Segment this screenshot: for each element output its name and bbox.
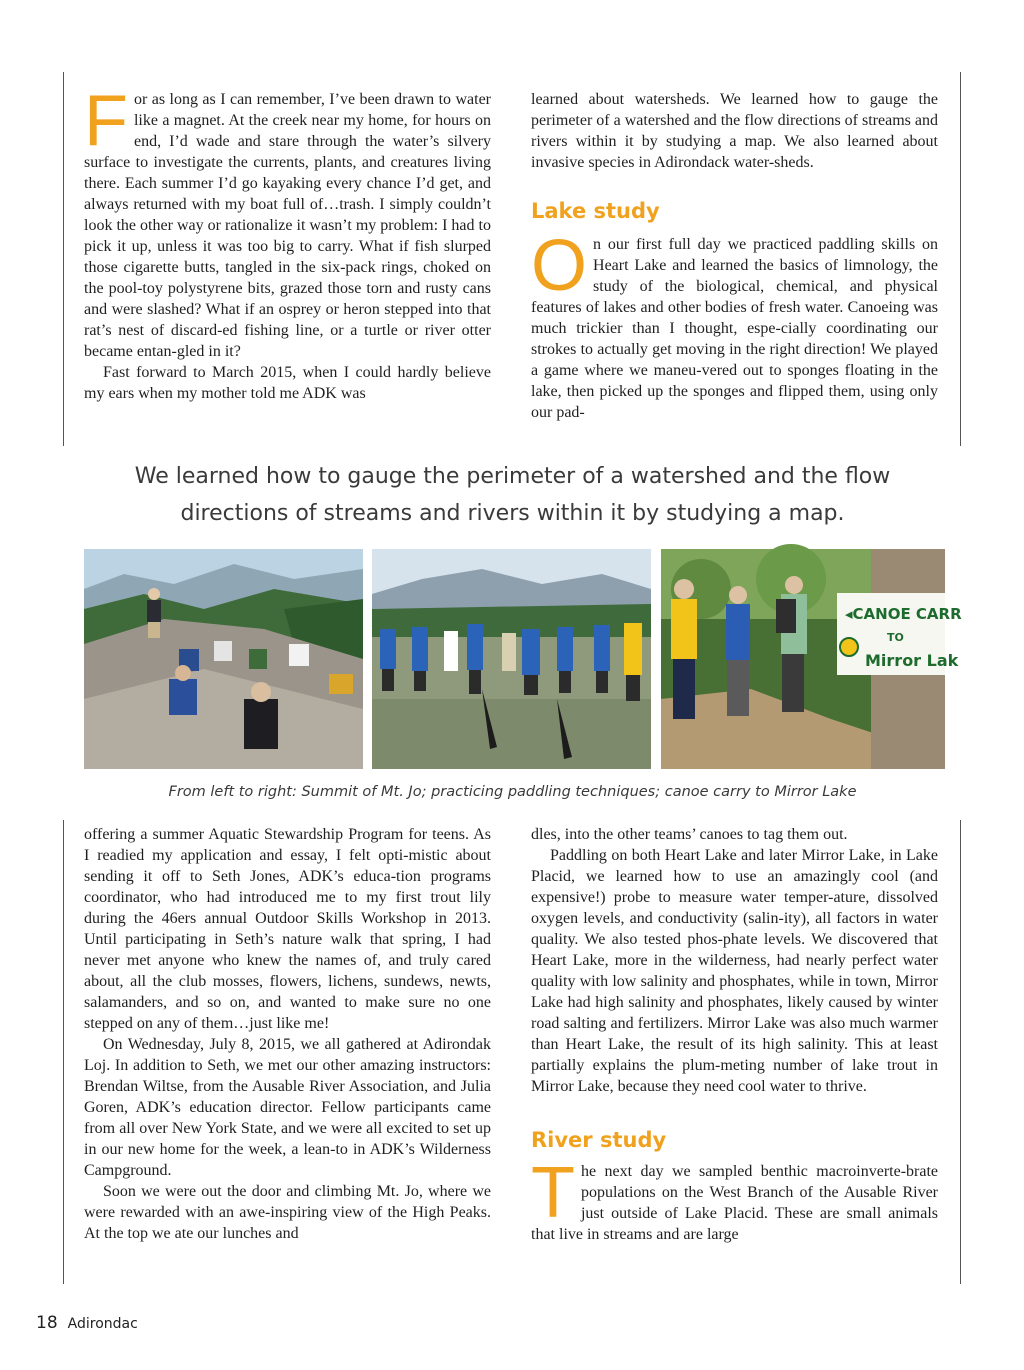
- pull-quote: We learned how to gauge the perimeter of a watershed and the flow directions of streams and rivers within it by studying a map.: [134, 464, 891, 526]
- heading-lake-study: Lake study: [531, 199, 660, 223]
- sign-text-to: TO: [887, 631, 904, 644]
- paragraph-adirondak-loj: On Wednesday, July 8, 2015, we all gathered at Adirondak Loj. In addition to Seth, we met our other amazing instructors: Brendan Wiltse, from the Ausable River Association, and Julia Goren, ADK’s education director. Fellow participants came from all over New York State, and we were all excited to set up in our new home for the week, a lean-to in ADK’s Wilderness Campground.: [84, 1036, 491, 1179]
- bottom-right-column: [531, 824, 938, 1245]
- magazine-name: Adirondac: [67, 1316, 138, 1332]
- bottom-left-column: [84, 824, 491, 1244]
- column-rule-right-top: [960, 72, 961, 446]
- photo-paddling-techniques: [372, 549, 651, 769]
- dropcap-o: O: [531, 226, 588, 306]
- intro-paragraph: [84, 81, 491, 362]
- sign-text-canoe-carry: ◂CANOE CARR: [845, 605, 962, 623]
- top-right-column: [531, 89, 938, 423]
- intro-paragraph-text: or as long as I can remember, I’ve been drawn to water like a magnet. At the creek near my home, for hours on end, I’d wade and stare through the water’s silvery surface to investigate the currents, plants, and creatures living there. Each summer I’d go kayaking every chance I’d get, and always returned with my boat full of…trash. I simply couldn’t look the other way or rationalize it wasn’t my problem: I had to pick it up, unless it was too big to carry. What if fish slurped those cigarette butts, tangled in the six-pack rings, choked on the pool-toy polystyrene bits, grazed those torn and rusty cans and were slashed? What if an osprey or heron stepped into that rat’s nest of discard-ed fishing line, or a turtle or river otter became entan-gled in it?: [84, 91, 491, 360]
- photo-caption: From left to right: Summit of Mt. Jo; practicing paddling techniques; canoe carry to Mirror Lake: [168, 784, 857, 800]
- sign-emblem-icon: [840, 638, 858, 656]
- photo-summit-mt-jo: [84, 549, 363, 769]
- paragraph-mt-jo: Soon we were out the door and climbing Mt. Jo, where we were rewarded with an awe-inspiring view of the High Peaks. At the top we ate our lunches and: [84, 1183, 491, 1242]
- dropcap-t: T: [531, 1153, 575, 1233]
- paragraph-watersheds: learned about watersheds. We learned how to gauge the perimeter of a watershed and the flow directions of streams and rivers within it by studying a map. We also learned about invasive species in Adirondack water-sheds.: [531, 91, 938, 171]
- canoe-carry-photo-illustration: [661, 549, 962, 769]
- paragraph-lake-study: [531, 226, 938, 423]
- paragraph-river-study-text: he next day we sampled benthic macroinverte-brate populations on the West Branch of the Ausable River just outside of Lake Placid. These are small animals that live in streams and are large: [531, 1163, 938, 1243]
- column-rule-right-bottom: [960, 820, 961, 1284]
- heading-river-study: River study: [531, 1128, 667, 1152]
- page-footer: [36, 1313, 138, 1333]
- dropcap-f: F: [84, 81, 128, 161]
- column-rule-left-top: [63, 72, 64, 446]
- top-left-column: [84, 81, 491, 404]
- paragraph-water-quality: Paddling on both Heart Lake and later Mirror Lake, in Lake Placid, we learned how to use an amazingly cool (and expensive!) probe to measure water temper-ature, dissolved oxygen levels, and conductivity (salin-ity), all factors in water quality. We also tested phos-phate levels. We discovered that Heart Lake, more in the wilderness, had nearly perfect water quality with low salinity and phosphates, while in town, Mirror Lake had high salinity and phosphates, likely caused by winter road salting and fertilizers. Mirror Lake was also much warmer than Heart Lake, the result of its high salinity. This at least partially explains the plum-meting number of lake trout in Mirror Lake, because they need cool water to thrive.: [531, 847, 938, 1095]
- paragraph-fast-forward: Fast forward to March 2015, when I could hardly believe my ears when my mother told me ADK was: [84, 364, 491, 402]
- paragraph-stewardship-program: offering a summer Aquatic Stewardship Program for teens. As I readied my application and essay, I felt opti-mistic about sending it off to Seth Jones, ADK’s educa-tion programs coordinator, who had introduced me to my first trout lily during the 46ers annual Outdoor Skills Workshop in 2013. Until participating in Seth’s nature walk that spring, I had never met anyone who knew the names of, and truly cared about, all the club mosses, flowers, lichens, sundews, newts, salamanders, and so on, and wanted to make sure no one stepped on any of them…just like me!: [84, 826, 491, 1032]
- page-number: 18: [36, 1313, 58, 1333]
- column-rule-left-bottom: [63, 820, 64, 1284]
- photo-canoe-carry: [661, 549, 962, 769]
- summit-photo-illustration: [84, 549, 363, 769]
- paddling-photo-illustration: [372, 549, 651, 769]
- paragraph-paddles: dles, into the other teams’ canoes to tag them out.: [531, 826, 848, 843]
- sign-text-mirror-lake: Mirror Lak: [865, 651, 959, 670]
- paragraph-river-study: [531, 1153, 938, 1245]
- paragraph-lake-study-text: n our first full day we practiced paddling skills on Heart Lake and learned the basics of limnology, the study of the biological, chemical, and physical features of lakes and other bodies of fresh water. Canoeing was much trickier than I thought, espe-cially coordinating our strokes to actually get moving in the right direction! We played a game where we maneu-vered out to sponges floating in the lake, then picked up the sponges and flipped them, using only our pad-: [531, 236, 938, 421]
